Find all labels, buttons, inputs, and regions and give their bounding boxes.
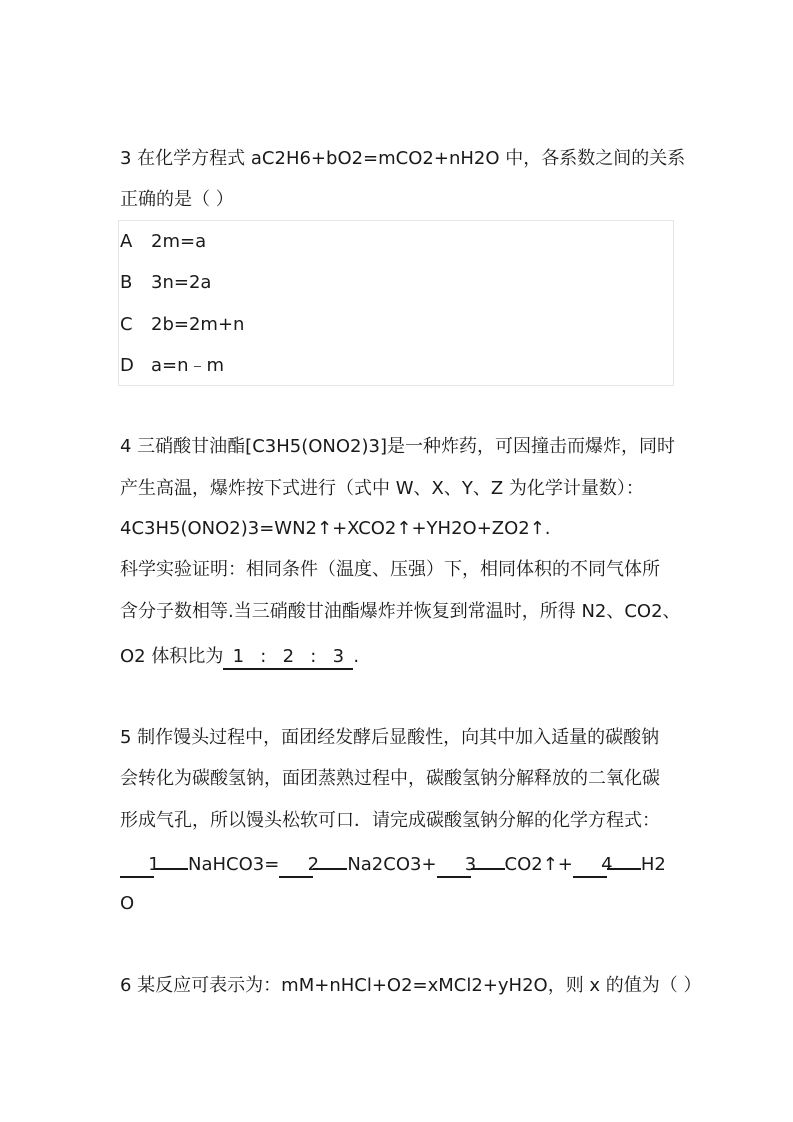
q5-term-nahco3: NaHCO3=: [188, 854, 280, 875]
q4-answer-1: 1: [232, 646, 245, 667]
q5-blank-2[interactable]: [279, 854, 320, 878]
q5-term-co2: CO2↑+: [504, 854, 573, 875]
q6-stem-line1: 6 某反应可表示为：mM+nHCl+O2=xMCl2+yH2O，则 x 的值为（ ）: [120, 975, 702, 996]
option-letter: A: [120, 231, 133, 252]
q5-stem-line1: 5 制作馒头过程中，面团经发酵后显酸性，向其中加入适量的碳酸钠: [120, 727, 660, 748]
q4-stem-line2: 产生高温，爆炸按下式进行（式中 W、X、Y、Z 为化学计量数）：: [120, 478, 644, 499]
q5-answer-1: 1: [148, 854, 160, 875]
q3-option-c[interactable]: [120, 312, 244, 338]
option-text: 2m=a: [151, 231, 207, 252]
q3-stem-line2: 正确的是（ ）: [120, 189, 234, 210]
q5-term-o: O: [120, 893, 135, 914]
q4-end: .: [353, 646, 360, 667]
q4-blank-sep: [303, 646, 323, 670]
q5-equation-line: [120, 852, 666, 878]
q3-option-b[interactable]: [120, 270, 211, 296]
q4-sep-2: :: [310, 646, 317, 667]
q4-stem-line1: 4 三硝酸甘油酯[C3H5(ONO2)3]是一种炸药，可因撞击而爆炸，同时: [120, 436, 675, 457]
q5-answer-3: 3: [464, 854, 477, 875]
q4-answer-2: 2: [282, 646, 295, 667]
q4-blank-sep: [253, 646, 273, 670]
q4-blank-2[interactable]: [273, 646, 303, 670]
option-letter: D: [120, 355, 134, 376]
q5-blank-4[interactable]: [573, 854, 613, 878]
option-text: 3n=2a: [151, 272, 212, 293]
q5-blank-3[interactable]: [437, 854, 477, 878]
q5-term-na2co3: Na2CO3+: [347, 854, 437, 875]
option-text: a=n﹣m: [151, 355, 225, 376]
q3-option-d[interactable]: [120, 353, 224, 379]
q5-term-h2: H2: [640, 854, 666, 875]
q4-blank-3[interactable]: [323, 646, 353, 670]
q4-answer-3: 3: [332, 646, 345, 667]
q4-blank-1[interactable]: [223, 646, 253, 670]
option-letter: B: [120, 272, 133, 293]
option-letter: C: [120, 314, 133, 335]
q5-stem-line2: 会转化为碳酸氢钠，面团蒸熟过程中，碳酸氢钠分解释放的二氧化碳: [120, 768, 660, 789]
q4-sep-1: :: [260, 646, 267, 667]
q5-stem-line3: 形成气孔，所以馒头松软可口．请完成碳酸氢钠分解的化学方程式：: [120, 810, 660, 831]
q3-option-a[interactable]: [120, 229, 206, 255]
q5-blank-1[interactable]: [120, 854, 160, 878]
q4-stem-line5: 含分子数相等.当三硝酸甘油酯爆炸并恢复到常温时，所得 N2、CO2、: [120, 601, 681, 622]
q3-stem-line1: 3 在化学方程式 aC2H6+bO2=mCO2+nH2O 中，各系数之间的关系: [120, 148, 686, 169]
q5-answer-4: 4: [601, 854, 613, 875]
q4-answer-line: [120, 644, 359, 670]
option-text: 2b=2m+n: [151, 314, 245, 335]
q4-answer-prefix: O2 体积比为: [120, 646, 224, 667]
q5-answer-2: 2: [307, 854, 320, 875]
q4-equation: 4C3H5(ONO2)3=WN2↑+XCO2↑+YH2O+ZO2↑.: [120, 518, 551, 539]
q4-stem-line4: 科学实验证明：相同条件（温度、压强）下，相同体积的不同气体所: [120, 559, 660, 580]
